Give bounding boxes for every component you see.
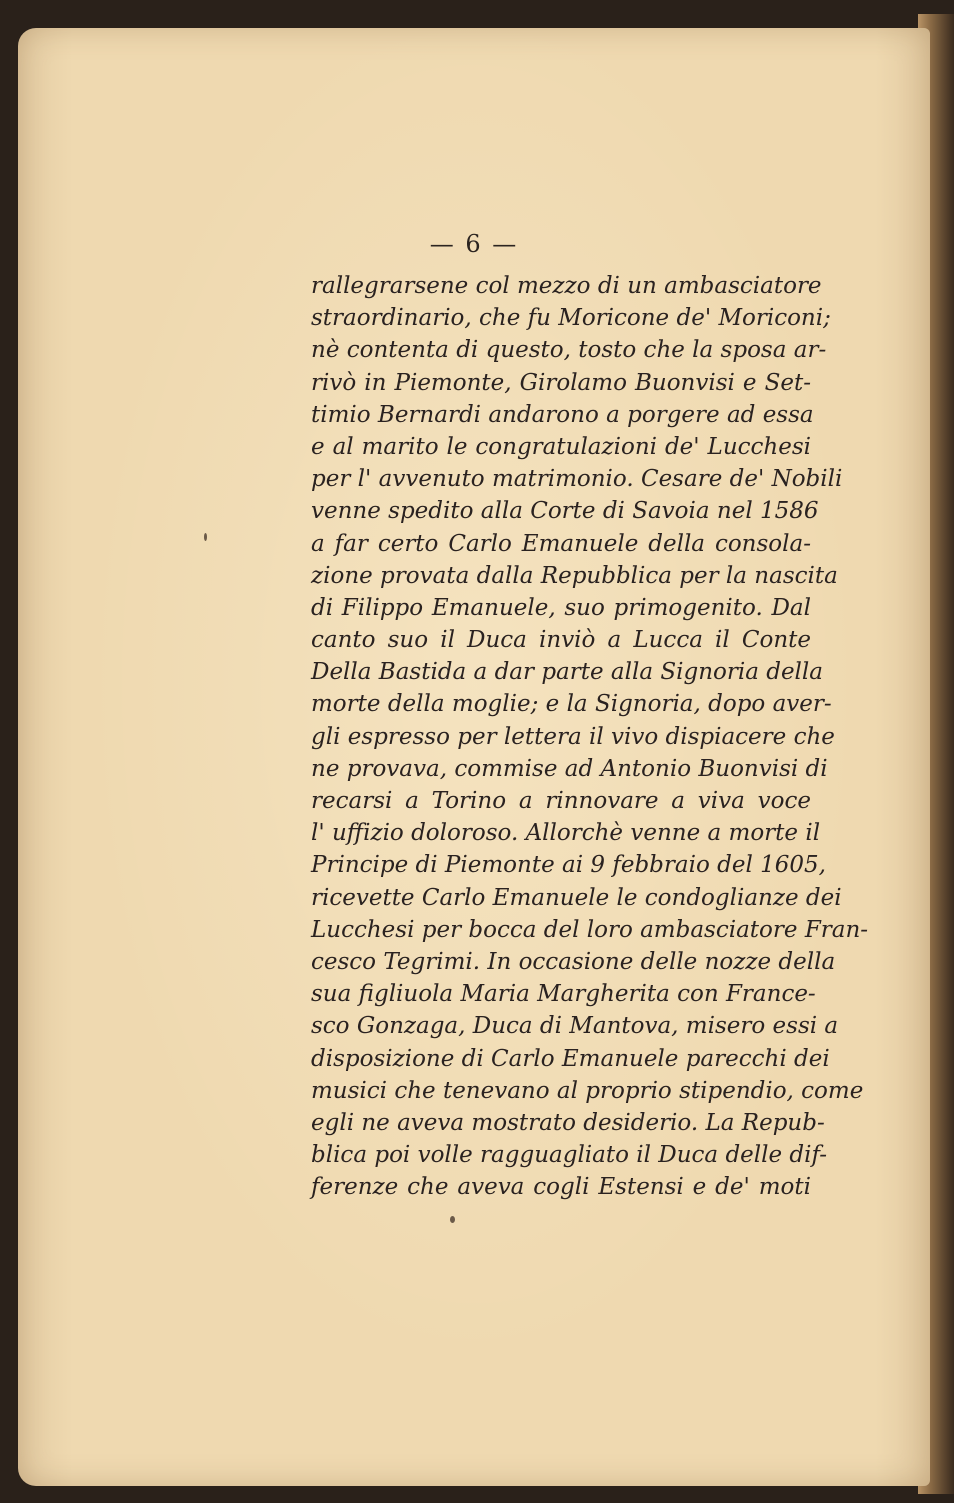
text-line: zione provata dalla Repubblica per la nascita — [311, 562, 838, 589]
text-line: sua figliuola Maria Margherita con France- — [311, 981, 816, 1008]
page-number: — 6 — — [429, 230, 519, 258]
paper-page — [18, 28, 930, 1486]
text-line: a far certo Carlo Emanuele della consola- — [311, 530, 811, 557]
text-line: di Filippo Emanuele, suo primogenito. Dal — [311, 594, 811, 621]
text-line: gli espresso per lettera il vivo dispiacere che — [311, 723, 835, 750]
text-line: ferenze che aveva cogli Estensi e de' moti — [311, 1174, 811, 1201]
text-line: venne spedito alla Corte di Savoia nel 1586 — [311, 498, 819, 525]
text-line: straordinario, che fu Moricone de' Moriconi; — [311, 305, 831, 332]
text-line: Lucchesi per bocca del loro ambasciatore Fran- — [311, 916, 869, 943]
text-line: e al marito le congratulazioni de' Lucchesi — [311, 433, 811, 460]
text-line: timio Bernardi andarono a porgere ad essa — [311, 401, 814, 428]
text-line: cesco Tegrimi. In occasione delle nozze della — [311, 948, 836, 975]
body-text — [311, 270, 869, 1203]
paper-speck — [450, 1216, 455, 1223]
text-line: per l' avvenuto matrimonio. Cesare de' Nobili — [311, 466, 843, 493]
text-line: sco Gonzaga, Duca di Mantova, misero essi a — [311, 1013, 839, 1040]
text-line: l' uffizio doloroso. Allorchè venne a morte il — [311, 820, 821, 847]
text-line: ricevette Carlo Emanuele le condoglianze dei — [311, 884, 842, 911]
paper-speck — [204, 533, 207, 541]
text-line: musici che tenevano al proprio stipendio, come — [311, 1077, 864, 1104]
text-line: disposizione di Carlo Emanuele parecchi dei — [311, 1045, 830, 1072]
text-line: Principe di Piemonte ai 9 febbraio del 1605, — [311, 852, 826, 879]
text-line: canto suo il Duca inviò a Lucca il Conte — [311, 627, 811, 654]
text-line: ne provava, commise ad Antonio Buonvisi di — [311, 755, 828, 782]
text-line: Della Bastida a dar parte alla Signoria della — [311, 659, 823, 686]
text-line: recarsi a Torino a rinnovare a viva voce — [311, 788, 811, 814]
text-line: nè contenta di questo, tosto che la sposa ar- — [311, 337, 827, 364]
text-line: rallegrarsene col mezzo di un ambasciatore — [311, 273, 822, 299]
text-line: blica poi volle ragguagliato il Duca delle dif- — [311, 1142, 827, 1169]
text-line: rivò in Piemonte, Girolamo Buonvisi e Set- — [311, 369, 811, 396]
text-line: morte della moglie; e la Signoria, dopo aver- — [311, 691, 832, 718]
text-line: egli ne aveva mostrato desiderio. La Repub- — [311, 1109, 825, 1136]
